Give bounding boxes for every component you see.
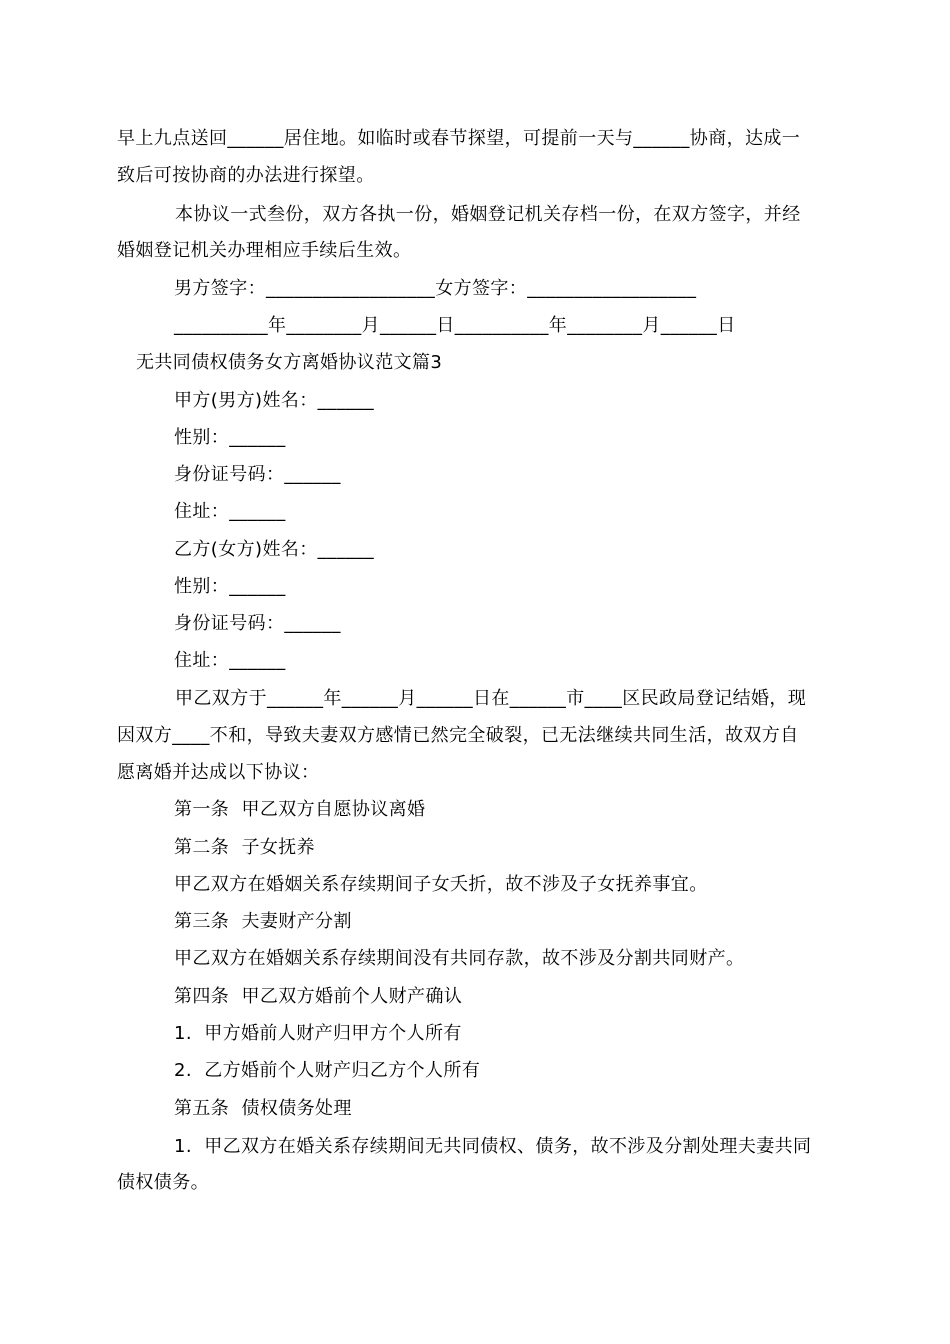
section-title: 无共同债权债务女方离婚协议范文篇3 bbox=[136, 352, 443, 373]
signature-line: 男方签字：__________________女方签字：__________________ bbox=[174, 278, 697, 299]
form-field-line: 甲方(男方)姓名：______ bbox=[174, 390, 375, 411]
paragraph-line: 因双方____不和，导致夫妻双方感情已然完全破裂，已无法继续共同生活，故双方自 bbox=[117, 725, 799, 746]
article-heading: 第三条 夫妻财产分割 bbox=[174, 911, 352, 932]
form-field-line: 身份证号码：______ bbox=[174, 613, 341, 634]
paragraph-line: 债权债务。 bbox=[117, 1172, 209, 1193]
paragraph-line: 愿离婚并达成以下协议： bbox=[117, 762, 320, 783]
form-field-line: 身份证号码：______ bbox=[174, 464, 341, 485]
paragraph-line: 甲乙双方在婚姻关系存续期间没有共同存款，故不涉及分割共同财产。 bbox=[174, 948, 745, 969]
form-field-line: 住址：______ bbox=[174, 650, 286, 671]
date-line: __________年________月______日__________年________月______日 bbox=[174, 315, 736, 336]
paragraph-line: 早上九点送回______居住地。如临时或春节探望，可提前一天与______协商，达成一 bbox=[117, 128, 801, 149]
list-item: 2. 乙方婚前个人财产归乙方个人所有 bbox=[174, 1060, 481, 1081]
paragraph-line: 婚姻登记机关办理相应手续后生效。 bbox=[117, 240, 412, 261]
paragraph-line: 致后可按协商的办法进行探望。 bbox=[117, 165, 375, 186]
form-field-line: 住址：______ bbox=[174, 501, 286, 522]
list-item: 1. 甲方婚前人财产归甲方个人所有 bbox=[174, 1023, 462, 1044]
article-heading: 第二条 子女抚养 bbox=[174, 837, 316, 858]
article-heading: 第一条 甲乙双方自愿协议离婚 bbox=[174, 799, 426, 820]
list-item: 1. 甲乙双方在婚关系存续期间无共同债权、债务，故不涉及分割处理夫妻共同 bbox=[174, 1136, 812, 1157]
article-heading: 第四条 甲乙双方婚前个人财产确认 bbox=[174, 986, 463, 1007]
paragraph-line: 甲乙双方于______年______月______日在______市____区民政局登记结婚，现 bbox=[175, 688, 807, 709]
form-field-line: 乙方(女方)姓名：______ bbox=[174, 539, 375, 560]
form-field-line: 性别：______ bbox=[174, 576, 286, 597]
paragraph-line: 本协议一式叁份，双方各执一份，婚姻登记机关存档一份，在双方签字，并经 bbox=[175, 204, 801, 225]
article-heading: 第五条 债权债务处理 bbox=[174, 1098, 352, 1119]
form-field-line: 性别：______ bbox=[174, 427, 286, 448]
paragraph-line: 甲乙双方在婚姻关系存续期间子女夭折，故不涉及子女抚养事宜。 bbox=[174, 874, 708, 895]
